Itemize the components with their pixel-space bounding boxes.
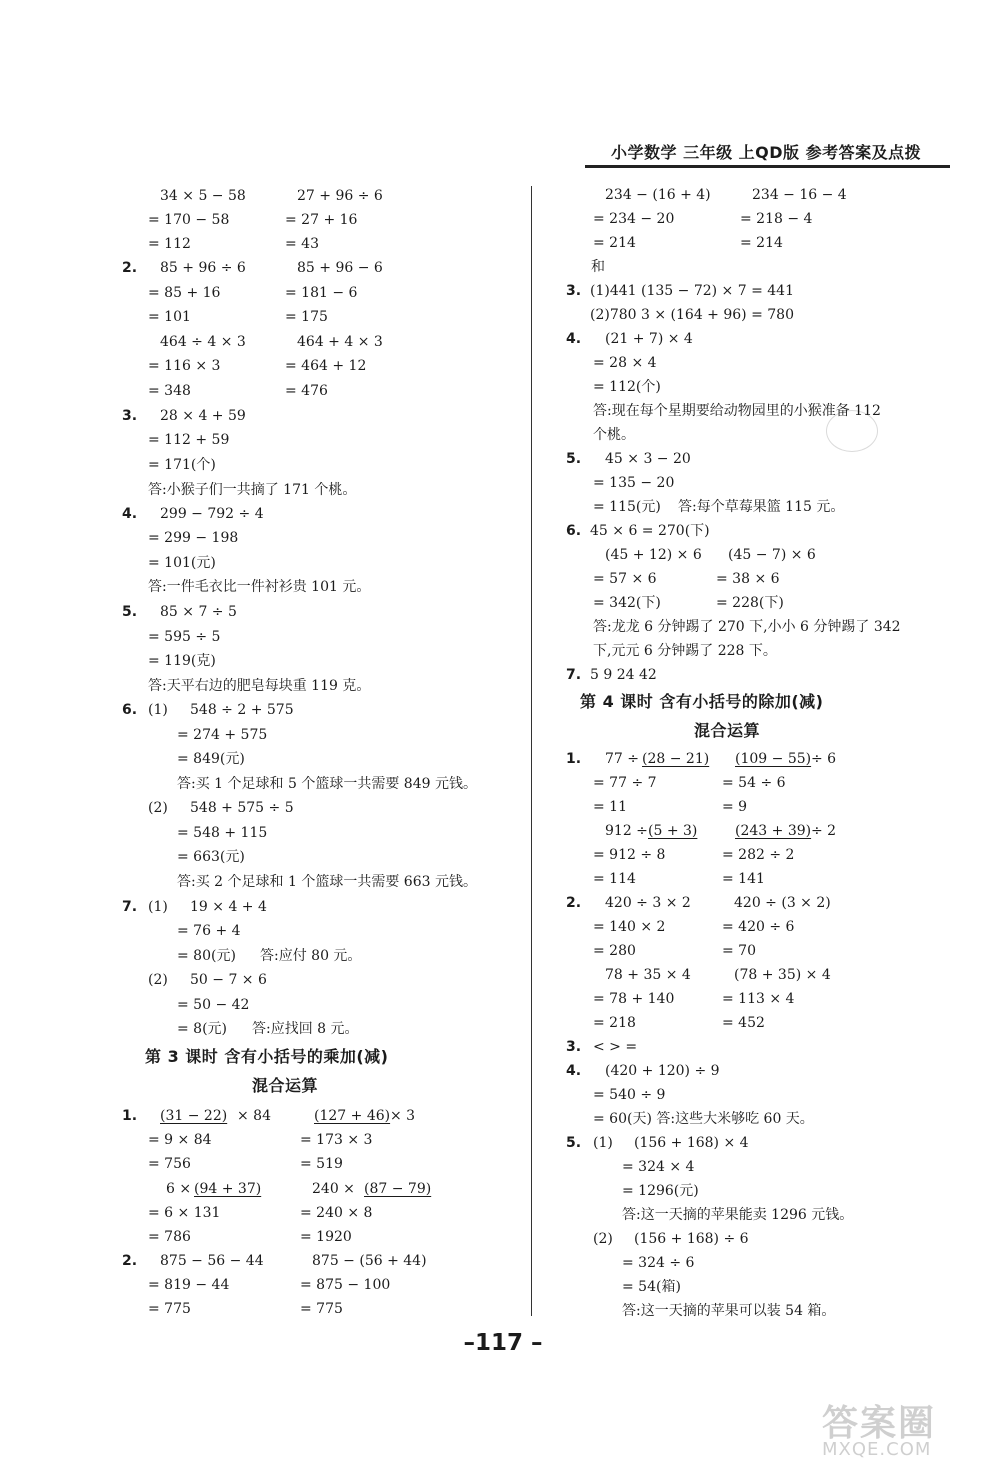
sub-item-label: (1): [593, 1135, 613, 1151]
item-number: 4.: [122, 506, 138, 522]
expression-line: (45 − 7) × 6: [728, 547, 816, 563]
expression-line: (243 + 39): [735, 823, 812, 839]
expression-line: = 875 − 100: [300, 1277, 391, 1293]
answer-line: 答:龙龙 6 分钟踢了 270 下,小小 6 分钟踢了 342: [593, 619, 901, 635]
expression-line: 78 + 35 × 4: [605, 967, 691, 983]
expression-line: = 173 × 3: [300, 1132, 373, 1148]
answer-line: 答:应找回 8 元。: [252, 1021, 359, 1037]
section-heading: 第 4 课时 含有小括号的除加(减): [580, 692, 824, 711]
expression-line: = 8(元): [177, 1021, 228, 1037]
expression-line: = 548 + 115: [177, 825, 268, 841]
item-number: 4.: [566, 331, 582, 347]
expression-line: (87 − 79): [364, 1181, 432, 1197]
expression-line: 6 ×: [166, 1181, 192, 1197]
expression-line: = 43: [285, 236, 319, 252]
expression-line: = 113 × 4: [722, 991, 795, 1007]
item-number: 5.: [566, 1135, 582, 1151]
answer-line: 答:每个草莓果篮 115 元。: [678, 499, 845, 515]
expression-line: = 78 + 140: [593, 991, 675, 1007]
expression-line: = 218: [593, 1015, 636, 1031]
expression-line: = 119(克): [148, 653, 216, 669]
expression-line: = 38 × 6: [716, 571, 780, 587]
expression-line: 27 + 96 ÷ 6: [297, 188, 383, 204]
item-number: 2.: [122, 260, 138, 276]
expression-line: 875 − (56 + 44): [312, 1253, 427, 1269]
expression-line: = 70: [722, 943, 756, 959]
expression-line: (78 + 35) × 4: [734, 967, 831, 983]
expression-line: = 6 × 131: [148, 1205, 221, 1221]
item-number: 7.: [566, 667, 582, 683]
expression-line: = 115(元): [593, 499, 661, 515]
item-number: 5.: [566, 451, 582, 467]
expression-line: (5 + 3): [648, 823, 698, 839]
expression-line: = 228(下): [716, 595, 784, 611]
expression-line: × 84: [237, 1108, 271, 1124]
item-number: 3.: [566, 283, 582, 299]
expression-line: 420 ÷ (3 × 2): [734, 895, 831, 911]
expression-line: ÷ 6: [811, 751, 837, 767]
expression-line: = 519: [300, 1156, 343, 1172]
expression-line: 234 − (16 + 4): [605, 187, 711, 203]
expression-line: 77 ÷: [605, 751, 639, 767]
expression-line: = 11: [593, 799, 627, 815]
expression-line: = 540 ÷ 9: [593, 1087, 666, 1103]
expression-line: (94 + 37): [194, 1181, 262, 1197]
expression-line: = 348: [148, 383, 191, 399]
answer-line: 答:应付 80 元。: [260, 948, 362, 964]
expression-line: = 476: [285, 383, 328, 399]
expression-line: (109 − 55): [735, 751, 812, 767]
answer-line: 答:买 1 个足球和 5 个篮球一共需要 849 元钱。: [177, 776, 477, 792]
expression-line: = 240 × 8: [300, 1205, 373, 1221]
expression-line: = 786: [148, 1229, 191, 1245]
item-number: 3.: [122, 408, 138, 424]
expression-line: (156 + 168) ÷ 6: [634, 1231, 749, 1247]
section-heading: 混合运算: [252, 1076, 319, 1095]
expression-line: = 50 − 42: [177, 997, 250, 1013]
expression-line: 234 − 16 − 4: [752, 187, 847, 203]
expression-line: = 9: [722, 799, 748, 815]
expression-line: = 324 × 4: [622, 1159, 695, 1175]
expression-line: 548 ÷ 2 + 575: [190, 702, 294, 718]
watermark-url: MXQE.COM: [822, 1439, 932, 1460]
answer-line: 答:买 2 个足球和 1 个篮球一共需要 663 元钱。: [177, 874, 477, 890]
watermark-logo: [822, 1395, 992, 1461]
expression-line: = 112(个): [593, 379, 661, 395]
expression-line: = 80(元): [177, 948, 236, 964]
expression-line: 45 × 6 = 270(下): [590, 523, 710, 539]
expression-line: = 234 − 20: [593, 211, 675, 227]
section-heading: 混合运算: [694, 721, 761, 740]
expression-line: 85 + 96 ÷ 6: [160, 260, 246, 276]
expression-line: = 28 × 4: [593, 355, 657, 371]
expression-line: = 54(箱): [622, 1279, 681, 1295]
answer-line: 下,元元 6 分钟踢了 228 下。: [593, 643, 777, 659]
sub-item-label: (1): [148, 702, 168, 718]
expression-line: 464 + 4 × 3: [297, 334, 383, 350]
expression-line: = 112: [148, 236, 191, 252]
expression-line: 45 × 3 − 20: [605, 451, 691, 467]
sub-item-label: (2): [148, 972, 168, 988]
expression-line: = 274 + 575: [177, 727, 268, 743]
expression-line: 85 × 7 ÷ 5: [160, 604, 237, 620]
expression-line: (21 + 7) × 4: [605, 331, 693, 347]
expression-line: = 175: [285, 309, 328, 325]
expression-line: = 77 ÷ 7: [593, 775, 657, 791]
expression-line: = 181 − 6: [285, 285, 358, 301]
expression-line: (2)780 3 × (164 + 96) = 780: [590, 307, 794, 323]
expression-line: = 324 ÷ 6: [622, 1255, 695, 1271]
expression-line: = 775: [300, 1301, 343, 1317]
answer-line: 答:这一天摘的苹果可以装 54 箱。: [622, 1303, 836, 1319]
sub-item-label: (2): [593, 1231, 613, 1247]
answer-line: 答:现在每个星期要给动物园里的小猴准备 112: [593, 403, 881, 419]
expression-line: = 218 − 4: [740, 211, 813, 227]
item-number: 3.: [566, 1039, 582, 1055]
expression-line: = 912 ÷ 8: [593, 847, 666, 863]
page-number: –117 –: [463, 1330, 543, 1356]
expression-line: (1)441 (135 − 72) × 7 = 441: [590, 283, 794, 299]
expression-line: 875 − 56 − 44: [160, 1253, 264, 1269]
expression-line: 50 − 7 × 6: [190, 972, 267, 988]
item-number: 4.: [566, 1063, 582, 1079]
expression-line: = 116 × 3: [148, 358, 221, 374]
running-header: 小学数学 三年级 上QD版 参考答案及点拨: [611, 143, 922, 162]
expression-line: 19 × 4 + 4: [190, 899, 267, 915]
expression-line: = 595 ÷ 5: [148, 629, 221, 645]
expression-line: = 27 + 16: [285, 212, 358, 228]
expression-line: (420 + 120) ÷ 9: [605, 1063, 720, 1079]
expression-line: 85 + 96 − 6: [297, 260, 383, 276]
expression-line: = 849(元): [177, 751, 245, 767]
expression-line: 548 + 575 ÷ 5: [190, 800, 294, 816]
expression-line: 28 × 4 + 59: [160, 408, 246, 424]
expression-line: 34 × 5 − 58: [160, 188, 246, 204]
expression-line: = 452: [722, 1015, 765, 1031]
item-number: 2.: [566, 895, 582, 911]
expression-line: = 775: [148, 1301, 191, 1317]
answer-line: 答:天平右边的肥皂每块重 119 克。: [148, 678, 371, 694]
answer-line: 5 9 24 42: [590, 667, 657, 683]
expression-line: × 3: [390, 1108, 416, 1124]
expression-line: = 9 × 84: [148, 1132, 212, 1148]
expression-line: = 282 ÷ 2: [722, 847, 795, 863]
expression-line: = 464 + 12: [285, 358, 367, 374]
watermark-title: 答案圈: [822, 1403, 937, 1444]
expression-line: 464 ÷ 4 × 3: [160, 334, 246, 350]
item-number: 5.: [122, 604, 138, 620]
expression-line: = 140 × 2: [593, 919, 666, 935]
expression-line: = 342(下): [593, 595, 661, 611]
item-number: 1.: [122, 1108, 138, 1124]
answer-line: 个桃。: [593, 427, 635, 443]
section-heading: 第 3 课时 含有小括号的乘加(减): [145, 1047, 389, 1066]
header-rule: [585, 165, 950, 168]
expression-line: = 57 × 6: [593, 571, 657, 587]
expression-line: = 663(元): [177, 849, 245, 865]
expression-line: (127 + 46): [314, 1108, 391, 1124]
expression-line: = 299 − 198: [148, 530, 239, 546]
expression-line: = 141: [722, 871, 765, 887]
answer-line: 和: [591, 259, 605, 275]
expression-line: = 85 + 16: [148, 285, 221, 301]
expression-line: 299 − 792 ÷ 4: [160, 506, 264, 522]
sub-item-label: (1): [148, 899, 168, 915]
expression-line: = 171(个): [148, 457, 216, 473]
answer-line: = 60(天) 答:这些大米够吃 60 天。: [593, 1111, 814, 1127]
expression-line: = 214: [740, 235, 783, 251]
expression-line: 420 ÷ 3 × 2: [605, 895, 691, 911]
expression-line: (45 + 12) × 6: [605, 547, 702, 563]
item-number: 2.: [122, 1253, 138, 1269]
expression-line: = 280: [593, 943, 636, 959]
expression-line: = 135 − 20: [593, 475, 675, 491]
expression-line: = 54 ÷ 6: [722, 775, 786, 791]
answer-line: 答:这一天摘的苹果能卖 1296 元钱。: [622, 1207, 854, 1223]
expression-line: ÷ 2: [811, 823, 837, 839]
expression-line: = 214: [593, 235, 636, 251]
expression-line: = 756: [148, 1156, 191, 1172]
expression-line: = 420 ÷ 6: [722, 919, 795, 935]
item-number: 7.: [122, 899, 138, 915]
expression-line: = 170 − 58: [148, 212, 230, 228]
expression-line: = 1920: [300, 1229, 352, 1245]
sub-item-label: (2): [148, 800, 168, 816]
expression-line: = 112 + 59: [148, 432, 230, 448]
expression-line: = 76 + 4: [177, 923, 241, 939]
expression-line: = 1296(元): [622, 1183, 699, 1199]
column-divider: [531, 186, 532, 1316]
item-number: 6.: [122, 702, 138, 718]
expression-line: = 819 − 44: [148, 1277, 230, 1293]
answer-line: < > =: [593, 1039, 638, 1055]
expression-line: (31 − 22): [160, 1108, 228, 1124]
item-number: 1.: [566, 751, 582, 767]
answer-line: 答:小猴子们一共摘了 171 个桃。: [148, 482, 357, 498]
expression-line: 912 ÷: [605, 823, 648, 839]
expression-line: = 101(元): [148, 555, 216, 571]
expression-line: (156 + 168) × 4: [634, 1135, 749, 1151]
expression-line: (28 − 21): [642, 751, 710, 767]
expression-line: = 101: [148, 309, 191, 325]
item-number: 6.: [566, 523, 582, 539]
answer-line: 答:一件毛衣比一件衬衫贵 101 元。: [148, 579, 371, 595]
expression-line: 240 ×: [312, 1181, 355, 1197]
expression-line: = 114: [593, 871, 636, 887]
